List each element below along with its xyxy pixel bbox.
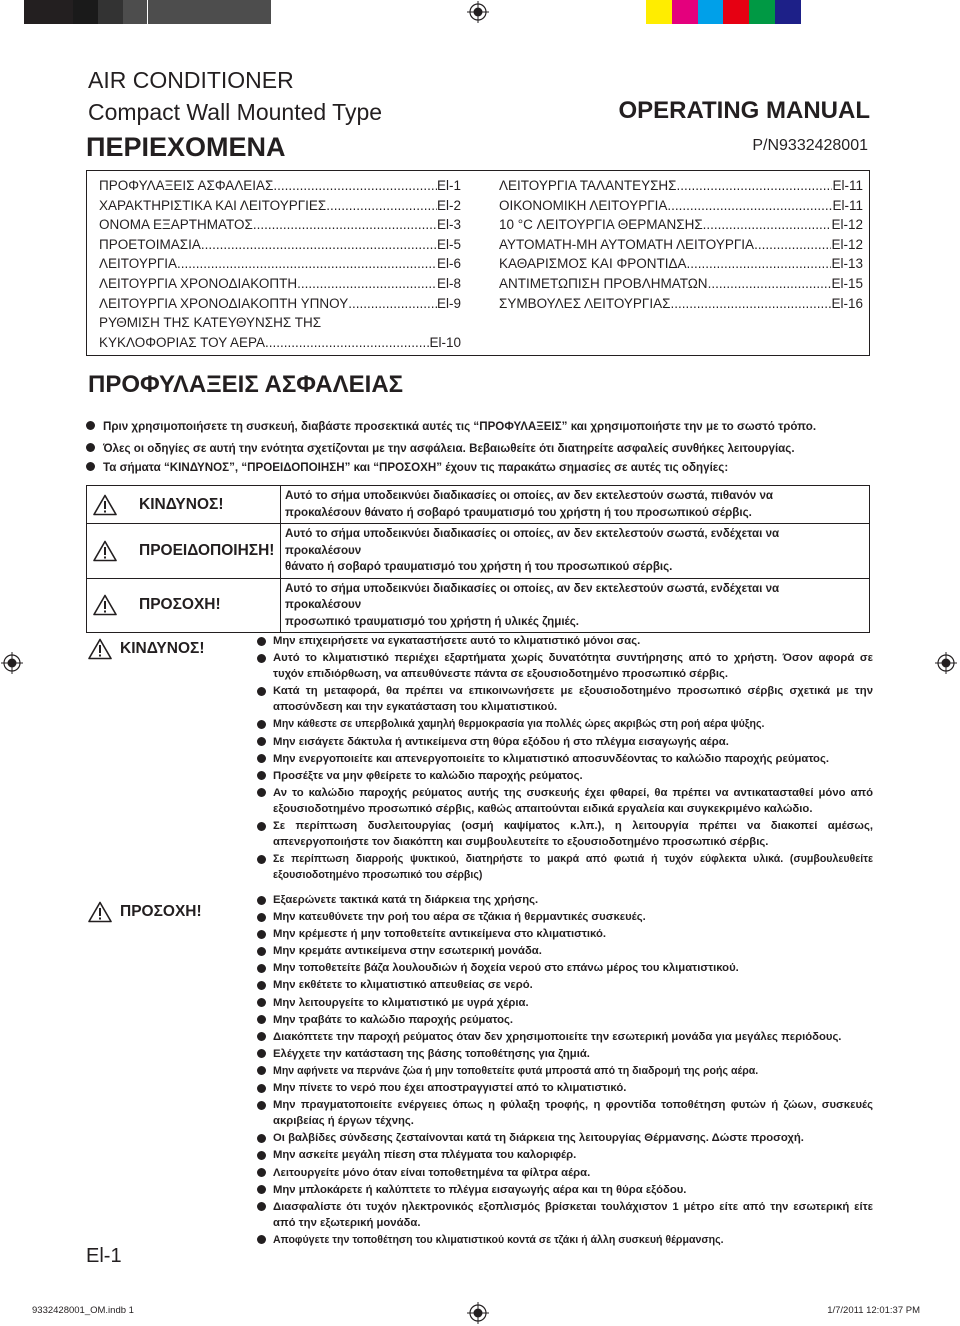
toc-entry[interactable] [99,294,461,314]
color-swatch [73,0,98,24]
toc-entry-title: ΛΕΙΤΟΥΡΓΙΑ [99,256,178,272]
toc-entry-page: El-9 [436,295,461,311]
caution-list [257,892,873,1249]
color-swatch [775,0,801,24]
list-item: Μην κατευθύνετε την ροή του αέρα σε τζάκια ή θερμαντικές συσκευές. [257,909,873,925]
toc-entry-title: ΑΥΤΟΜΑΤΗ-ΜΗ ΑΥΤΟΜΑΤΗ ΛΕΙΤΟΥΡΓΙΑ [499,236,755,252]
toc-leader-dots [201,235,437,255]
color-swatch [698,0,724,24]
bullet-icon [86,421,95,430]
toc-entry-title: ΛΕΙΤΟΥΡΓΙΑ ΧΡΟΝΟΔΙΑΚΟΠΤΗ ΥΠΝΟΥ [99,295,349,311]
color-swatch [801,0,827,24]
list-item: Οι βαλβίδες σύνδεσης ζεσταίνονται κατά τη διάρκεια της λειτουργίας Θέρμανσης. Δώστε προσοχή. [257,1130,873,1146]
warning-triangle-icon [93,594,117,616]
list-item: Μην εκθέτετε το κλιματιστικό απευθείας σε νερό. [257,977,873,993]
color-swatch [749,0,775,24]
toc-entry-title: ΛΕΙΤΟΥΡΓΙΑ ΧΡΟΝΟΔΙΑΚΟΠΤΗ [99,275,298,291]
list-item: Μην επιχειρήσετε να εγκαταστήσετε αυτό το κλιματιστικό μόνοι σας. [257,633,873,649]
manual-title: OPERATING MANUAL [618,97,870,124]
toc-entry-title: ΧΑΡΑΚΤΗΡΙΣΤΙΚΑ ΚΑΙ ΛΕΙΤΟΥΡΓΙΕΣ [99,197,327,213]
toc-leader-dots [754,235,831,255]
list-item: Διασφαλίστε ότι τυχόν ηλεκτρονικός εξοπλισμός βρίσκεται τουλάχιστον 1 μέτρο είτε από την εσωτερική είτε από την εξωτερική μονάδα. [257,1199,873,1231]
registration-mark-top-icon [467,1,489,23]
intro-text: Τα σήματα “ΚΙΝΔΥΝΟΣ”, “ΠΡΟΕΙΔΟΠΟΙΗΣΗ” και “ΠΡΟΣΟΧΗ” έχουν τις παρακάτω σημασίες σε αυτές τις οδηγίες: [103,461,729,474]
legend-label-danger: ΚΙΝΔΥΝΟΣ! [139,495,224,513]
header-title-line2: Compact Wall Mounted Type [88,99,383,125]
toc-entry-page: El-8 [436,275,461,291]
table-of-contents [86,170,870,356]
list-item: Μην τραβάτε το καλώδιο παροχής ρεύματος. [257,1012,873,1028]
toc-entry-page: El-2 [436,197,461,213]
legend-label-warning: ΠΡΟΕΙΔΟΠΟΙΗΣΗ! [139,541,275,559]
caution-heading-text: ΠΡΟΣΟΧΗ! [120,903,202,920]
page-number: El-1 [86,1245,122,1267]
registration-mark-left-icon [1,652,23,674]
color-swatch [852,0,878,24]
list-item: Μην εισάγετε δάκτυλα ή αντικείμενα στη θύρα εξόδου ή στο πλέγμα εισαγωγής αέρα. [257,734,873,750]
legend-desc-caution: Αυτό το σήμα υποδεικνύει διαδικασίες οι οποίες, αν δεν εκτελεστούν σωστά, ενδέχεται να προκαλέσουν προσωπικό τραυματισμό του χρήστη ή υλικές ζημιές. [281,578,870,633]
color-swatch [148,0,173,24]
color-swatch [49,0,74,24]
toc-entry-page: El-1 [436,178,461,193]
warning-triangle-icon [93,494,117,516]
legend-desc-danger: Αυτό το σήμα υποδεικνύει διαδικασίες οι οποίες, αν δεν εκτελεστούν σωστά, πιθανόν να προκαλέσουν θάνατο ή σοβαρό τραυματισμό του χρήστη ή του προσωπικού σέρβις. [281,486,870,524]
color-swatch [878,0,904,24]
toc-leader-dots [703,215,832,235]
footer-filename: 9332428001_OM.indb 1 [32,1305,134,1316]
toc-entry-title: ΑΝΤΙΜΕΤΩΠΙΣΗ ΠΡΟΒΛΗΜΑΤΩΝ [499,275,708,291]
toc-entry[interactable] [99,196,461,216]
toc-entry-page: El-13 [831,256,863,272]
danger-heading-text: ΚΙΝΔΥΝΟΣ! [120,640,205,657]
toc-leader-dots [670,294,831,314]
toc-entry-title: ΠΡΟΕΤΟΙΜΑΣΙΑ [99,236,201,252]
part-number: P/N9332428001 [752,137,868,154]
list-item: Λειτουργείτε μόνο όταν είναι τοποθετημένα τα φίλτρα αέρα. [257,1165,873,1181]
list-item: Ελέγχετε την κατάσταση της βάσης τοποθέτησης για ζημιά. [257,1046,873,1062]
legend-desc-warning: Αυτό το σήμα υποδεικνύει διαδικασίες οι οποίες, αν δεν εκτελεστούν σωστά, ενδέχεται να προκαλέσουν θάνατο ή σοβαρό τραυματισμό του χρήστη ή του προσωπικού σέρβις. [281,524,870,579]
toc-entry-page: El-16 [831,295,863,311]
signal-word-legend [86,485,870,633]
color-swatch [123,0,148,24]
toc-entry[interactable] [99,333,461,353]
intro-line-1 [86,417,816,437]
color-swatch [172,0,197,24]
registration-mark-bottom-icon [467,1302,489,1324]
toc-entry[interactable] [99,274,461,294]
registration-mark-right-icon [935,652,957,674]
toc-entry-title: 10 °C ΛΕΙΤΟΥΡΓΙΑ ΘΕΡΜΑΝΣΗΣ [499,217,703,233]
list-item: Μην ενεργοποιείτε και απενεργοποιείτε το κλιματιστικό αποσυνδέοντας το καλώδιο παροχής ρεύματος. [257,751,873,767]
toc-entry-page: El-10 [429,334,461,350]
list-item: Μην αφήνετε να περνάνε ζώα ή μην τοποθετείτε φυτά μπροστά από τη διαδρομή της ροής αέρα. [257,1063,873,1079]
header-title-line1: AIR CONDITIONER [88,67,294,93]
color-swatch [98,0,123,24]
list-item: Αν το καλώδιο παροχής ρεύματος αυτής της συσκευής έχει φθαρεί, θα πρέπει να αντικατασταθεί μόνο από εξουσιοδοτημένο προσωπικό σέρβις, καθώς απαιτούνται ειδικά εργαλεία και συγκεκριμένο καλώδιο. [257,785,873,817]
color-swatch [24,0,49,24]
toc-entry-page: El-15 [831,275,863,291]
color-swatch [222,0,247,24]
toc-leader-dots [708,274,832,294]
toc-entry[interactable] [499,176,863,196]
toc-entry[interactable] [99,313,461,333]
list-item: Εξαερώνετε τακτικά κατά τη διάρκεια της χρήσης. [257,892,873,908]
intro-text: Όλες οι οδηγίες σε αυτή την ενότητα σχετίζονται με την ασφάλεια. Βεβαιωθείτε ότι διατηρείτε ασφαλείς συνθήκες λειτουργίας. [103,442,795,455]
caution-heading [88,901,202,923]
intro-line-2 [86,439,795,459]
list-item: Μην λειτουργείτε το κλιματιστικό με υγρά χέρια. [257,995,873,1011]
color-swatch [672,0,698,24]
list-item: Μην ασκείτε μεγάλη πίεση στα πλέγματα του καλοριφέρ. [257,1147,873,1163]
toc-leader-dots [677,176,833,196]
toc-leader-dots [253,215,437,235]
toc-entry[interactable] [499,274,863,294]
danger-list [257,633,873,884]
toc-leader-dots [326,196,437,216]
toc-entry-page: El-6 [436,256,461,272]
toc-entry-page: El-11 [832,178,863,193]
list-item: Μην τοποθετείτε βάζα λουλουδιών ή δοχεία νερού στο επάνω μέρος του κλιματιστικού. [257,960,873,976]
list-item: Μην πίνετε το νερό που έχει αποστραγγιστεί από το κλιματιστικό. [257,1080,873,1096]
list-item: Κατά τη μεταφορά, θα πρέπει να επικοινωνήσετε με εξουσιοδοτημένο προσωπικό σέρβις σχετικά με την αποσύνδεση και την εγκατάσταση του κλιματιστικού. [257,683,873,715]
color-swatch [723,0,749,24]
list-item: Μην μπλοκάρετε ή καλύπτετε το πλέγμα εισαγωγής αέρα και τη θύρα εξόδου. [257,1182,873,1198]
toc-entry-title: ΟΙΚΟΝΟΜΙΚΗ ΛΕΙΤΟΥΡΓΙΑ [499,197,668,213]
color-swatch [827,0,853,24]
toc-entry-title: ΚΥΚΛΟΦΟΡΙΑΣ ΤΟΥ ΑΕΡΑ [99,334,265,350]
section-title: ΠΡΟΦΥΛΑΞΕΙΣ ΑΣΦΑΛΕΙΑΣ [88,371,404,398]
list-item: Διακόπτετε την παροχή ρεύματος όταν δεν χρησιμοποιείτε την εσωτερική μονάδα για μεγάλες περιόδους. [257,1029,873,1045]
toc-leader-dots [177,254,437,274]
list-item: Προσέξτε να μην φθείρετε το καλώδιο παροχής ρεύματος. [257,768,873,784]
toc-entry[interactable] [499,196,863,216]
toc-entry[interactable] [99,235,461,255]
toc-entry[interactable] [99,215,461,235]
toc-entry-page: El-3 [436,217,461,233]
toc-entry-title: ΚΑΘΑΡΙΣΜΟΣ ΚΑΙ ΦΡΟΝΤΙΔΑ [499,256,687,272]
toc-entry-title: ΟΝΟΜΑ ΕΞΑΡΤΗΜΑΤΟΣ [99,217,253,233]
toc-entry[interactable] [99,176,461,196]
toc-entry-page: El-11 [832,197,863,213]
toc-leader-dots [273,176,437,196]
toc-right-column [499,176,863,313]
toc-entry-title: ΛΕΙΤΟΥΡΓΙΑ ΤΑΛΑΝΤΕΥΣΗΣ [499,178,677,193]
list-item: Μην πραγματοποιείτε ενέργειες όπως η φύλαξη τροφής, η φροντίδα τοποθέτηση φυτών ή ζώων, συσκευές ακριβείας ή έργων τέχνης. [257,1097,873,1129]
toc-leader-dots [297,274,437,294]
toc-entry-title: ΠΡΟΦΥΛΑΞΕΙΣ ΑΣΦΑΛΕΙΑΣ [99,178,274,193]
color-swatch [246,0,271,24]
toc-entry[interactable] [499,235,863,255]
list-item: Σε περίπτωση δυσλειτουργίας (οσμή καψίματος κ.λπ.), η λειτουργία πρέπει να διακοπεί αμέσως, απενεργοποιήστε τον διακόπτη και συμβουλευτείτε το εξουσιοδοτημένο προσωπικό σέρβις. [257,818,873,850]
toc-left-column [99,176,461,352]
intro-text: Πριν χρησιμοποιήσετε τη συσκευή, διαβάστε προσεκτικά αυτές τις “ΠΡΟΦΥΛΑΞΕΙΣ” και χρησιμοποιήστε την με το σωστό τρόπο. [103,420,817,433]
toc-entry-page: El-12 [831,236,863,252]
list-item: Αποφύγετε την τοποθέτηση του κλιματιστικού κοντά σε τζάκι ή άλλη συσκευή θέρμανσης. [257,1232,873,1248]
bullet-icon [86,443,95,452]
toc-leader-dots [265,333,430,353]
toc-entry-page: El-12 [831,217,863,233]
color-swatch [197,0,222,24]
toc-entry[interactable] [499,254,863,274]
toc-leader-dots [667,196,832,216]
list-item: Μην κάθεστε σε υπερβολικά χαμηλή θερμοκρασία για πολλές ώρες ακριβώς στη ροή αέρα ψύξης. [257,716,873,732]
list-item: Αυτό το κλιματιστικό περιέχει εξαρτήματα χωρίς δυνατότητα συντήρησης από το χρήστη. Όσον αφορά σε τυχόν επιδιόρθωση, να απευθύνεστε πάντα σε εξουσιοδοτημένο προσωπικό σέρβις. [257,650,873,682]
toc-entry-title: ΣΥΜΒΟΥΛΕΣ ΛΕΙΤΟΥΡΓΙΑΣ [499,295,671,311]
toc-entry[interactable] [99,254,461,274]
color-swatch [646,0,672,24]
contents-title: ΠΕΡΙΕΧΟΜΕΝΑ [86,132,286,162]
warning-triangle-icon [88,901,112,923]
list-item: Σε περίπτωση διαρροής ψυκτικού, διατηρήστε το μακρά από φωτιά ή τυχόν εύφλεκτα υλικά. (συμβουλευθείτε εξουσιοδοτημένο προσωπικό του σέρβις) [257,851,873,883]
toc-entry-title: ΡΥΘΜΙΣΗ ΤΗΣ ΚΑΤΕΥΘΥΝΣΗΣ ΤΗΣ [99,315,322,331]
warning-triangle-icon [88,638,112,660]
warning-triangle-icon [93,540,117,562]
danger-heading [88,638,204,660]
bullet-icon [86,462,95,471]
intro-line-3 [86,458,728,478]
toc-entry-page: El-5 [436,236,461,252]
list-item: Μην κρεμάτε αντικείμενα στην εσωτερική μονάδα. [257,943,873,959]
toc-leader-dots [348,294,437,314]
footer-timestamp: 1/7/2011 12:01:37 PM [827,1305,920,1316]
legend-label-caution: ΠΡΟΣΟΧΗ! [139,596,221,614]
toc-leader-dots [686,254,831,274]
color-swatch [904,0,930,24]
toc-entry[interactable] [499,294,863,314]
list-item: Μην κρέμεστε ή μην τοποθετείτε αντικείμενα στο κλιματιστικό. [257,926,873,942]
toc-entry[interactable] [499,215,863,235]
